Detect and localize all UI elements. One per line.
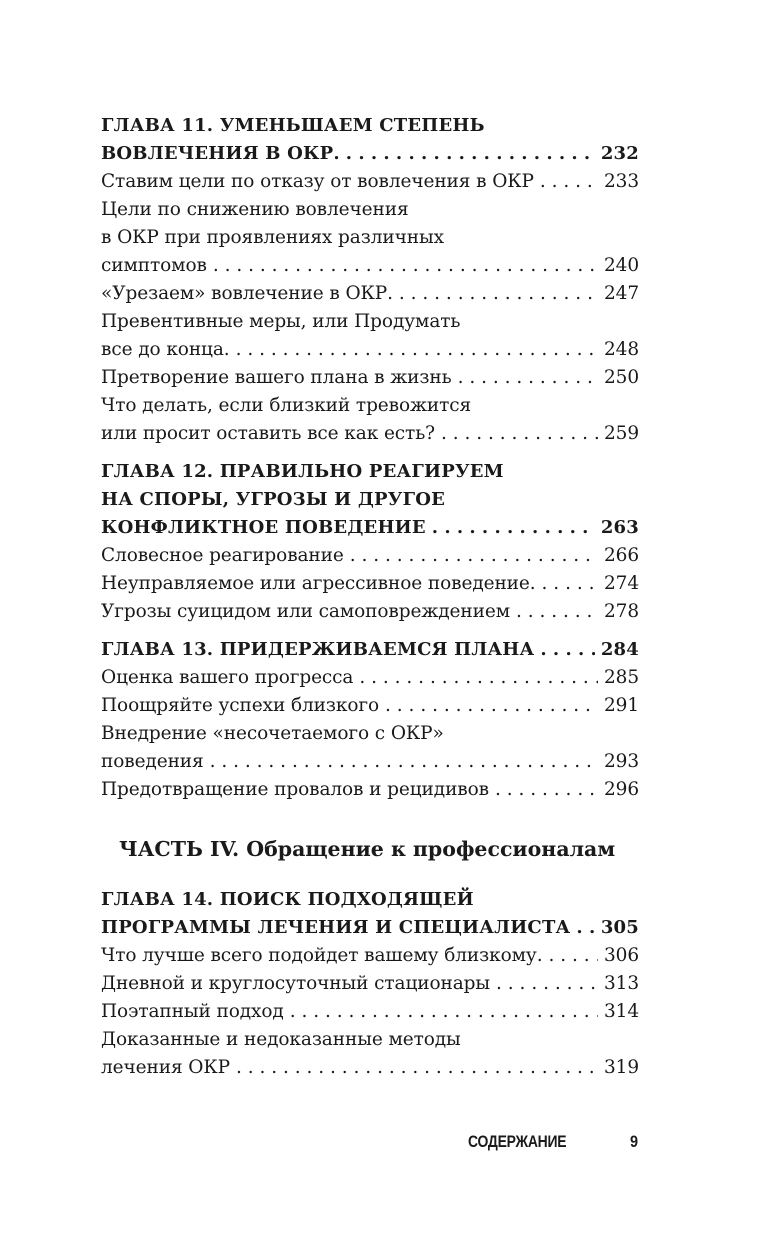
table-of-contents <box>101 112 639 1092</box>
entry-page-number: 247 <box>603 283 639 304</box>
entry-text: Словесное реагирование <box>101 545 344 566</box>
entry-page-number: 240 <box>603 255 639 276</box>
toc-entry-line <box>101 224 639 252</box>
entry-text: Поощряйте успехи близкого <box>101 695 380 716</box>
entry-text: Доказанные и недоказанные методы <box>101 1029 461 1050</box>
entry-page-number: 274 <box>603 573 639 594</box>
dot-leader <box>540 636 594 664</box>
toc-entry-line <box>101 1054 639 1082</box>
toc-entry-line <box>101 692 639 720</box>
toc-entry-line <box>101 570 639 598</box>
entry-text: Внедрение «несочетаемого с ОКР» <box>101 723 444 744</box>
toc-entry-line <box>101 280 639 308</box>
entry-page-number: 314 <box>603 1001 639 1022</box>
entry-text: «Урезаем» вовлечение в ОКР. <box>101 283 393 304</box>
dot-leader <box>458 364 598 392</box>
chapter-heading-text: ВОВЛЕЧЕНИЯ В ОКР. <box>101 143 340 164</box>
entry-text: Дневной и круглосуточный стационары <box>101 973 491 994</box>
dot-leader <box>210 748 598 776</box>
entry-text: или просит оставить все как есть? <box>101 423 435 444</box>
toc-entry-line <box>101 542 639 570</box>
chapter-heading-line <box>101 486 639 514</box>
dot-leader <box>542 570 598 598</box>
entry-text: Оценка вашего прогресса <box>101 667 354 688</box>
toc-entry-line <box>101 168 639 196</box>
chapter <box>101 636 639 804</box>
entry-text: Ставим цели по отказу от вовлечения в ОКР <box>101 171 534 192</box>
entry-page-number: 296 <box>603 779 639 800</box>
dot-leader <box>432 514 595 542</box>
chapter <box>101 886 639 1082</box>
entry-page-number: 233 <box>603 171 639 192</box>
chapter-heading-text: ПРОГРАММЫ ЛЕЧЕНИЯ И СПЕЦИАЛИСТА <box>101 917 571 938</box>
chapter-heading-text: ГЛАВА 13. ПРИДЕРЖИВАЕМСЯ ПЛАНА <box>101 639 535 660</box>
entry-page-number: 266 <box>603 545 639 566</box>
entry-page-number: 291 <box>603 695 639 716</box>
chapter-heading-text: КОНФЛИКТНОЕ ПОВЕДЕНИЕ <box>101 517 426 538</box>
chapter-page-number: 232 <box>600 143 639 164</box>
entry-text: Цели по снижению вовлечения <box>101 199 409 220</box>
entry-text: Поэтапный подход <box>101 1001 284 1022</box>
toc-entry-line <box>101 720 639 748</box>
entry-page-number: 285 <box>603 667 639 688</box>
toc-entry-line <box>101 748 639 776</box>
dot-leader <box>399 280 598 308</box>
dot-leader <box>213 252 598 280</box>
chapter-page-number: 263 <box>600 517 639 538</box>
chapter-heading-text: ГЛАВА 14. ПОИСК ПОДХОДЯЩЕЙ <box>101 889 474 910</box>
entry-text: лечения ОКР <box>101 1057 230 1078</box>
entry-page-number: 278 <box>603 601 639 622</box>
entry-page-number: 293 <box>603 751 639 772</box>
dot-leader <box>290 998 598 1026</box>
chapters-block-1 <box>101 112 639 804</box>
toc-entry-line <box>101 776 639 804</box>
dot-leader <box>496 970 598 998</box>
chapter-heading-line <box>101 914 639 942</box>
chapter-heading-line <box>101 514 639 542</box>
entry-page-number: 313 <box>603 973 639 994</box>
chapter-heading-line <box>101 140 639 168</box>
page-number: 9 <box>630 1132 639 1151</box>
page-footer <box>0 1130 768 1160</box>
entry-text: в ОКР при проявлениях различных <box>101 227 444 248</box>
entry-page-number: 306 <box>603 945 639 966</box>
entry-text: симптомов <box>101 255 207 276</box>
toc-entry-line <box>101 336 639 364</box>
dot-leader <box>236 1054 598 1082</box>
dot-leader <box>441 420 598 448</box>
entry-page-number: 248 <box>603 339 639 360</box>
dot-leader <box>548 942 598 970</box>
toc-entry-line <box>101 998 639 1026</box>
toc-entry-line <box>101 970 639 998</box>
chapters-block-2 <box>101 886 639 1082</box>
dot-leader <box>385 692 598 720</box>
chapter-page-number: 305 <box>600 917 639 938</box>
chapter <box>101 458 639 626</box>
entry-text: Предотвращение провалов и рецидивов <box>101 779 489 800</box>
toc-entry-line <box>101 392 639 420</box>
entry-text: Претворение вашего плана в жизнь <box>101 367 452 388</box>
toc-entry-line <box>101 1026 639 1054</box>
running-title: СОДЕРЖАНИЕ <box>468 1132 567 1151</box>
chapter-heading-text: ГЛАВА 12. ПРАВИЛЬНО РЕАГИРУЕМ <box>101 461 504 482</box>
dot-leader <box>540 168 598 196</box>
toc-entry-line <box>101 308 639 336</box>
chapter-heading-line <box>101 636 639 664</box>
entry-page-number: 259 <box>603 423 639 444</box>
entry-page-number: 319 <box>603 1057 639 1078</box>
chapter-heading-text: ГЛАВА 11. УМЕНЬШАЕМ СТЕПЕНЬ <box>101 115 485 136</box>
toc-entry-line <box>101 598 639 626</box>
dot-leader <box>576 914 594 942</box>
entry-text: Неуправляемое или агрессивное поведение. <box>101 573 536 594</box>
dot-leader <box>359 664 598 692</box>
toc-entry-line <box>101 942 639 970</box>
chapter-heading-line <box>101 112 639 140</box>
dot-leader <box>516 598 598 626</box>
dot-leader <box>236 336 598 364</box>
chapter-heading-line <box>101 886 639 914</box>
chapter-heading-text: НА СПОРЫ, УГРОЗЫ И ДРУГОЕ <box>101 489 446 510</box>
entry-page-number: 250 <box>603 367 639 388</box>
toc-entry-line <box>101 420 639 448</box>
entry-text: Превентивные меры, или Продумать <box>101 311 461 332</box>
entry-text: Что лучше всего подойдет вашему близкому. <box>101 945 543 966</box>
entry-text: все до конца. <box>101 339 230 360</box>
entry-text: Угрозы суицидом или самоповреждением <box>101 601 510 622</box>
dot-leader <box>495 776 598 804</box>
entry-text: Что делать, если близкий тревожится <box>101 395 472 416</box>
dot-leader <box>350 542 598 570</box>
chapter-heading-line <box>101 458 639 486</box>
toc-entry-line <box>101 364 639 392</box>
chapter-page-number: 284 <box>600 639 639 660</box>
dot-leader <box>346 140 595 168</box>
toc-entry-line <box>101 252 639 280</box>
chapter <box>101 112 639 448</box>
toc-entry-line <box>101 664 639 692</box>
part-title: ЧАСТЬ IV. Обращение к профессионалам <box>119 837 616 861</box>
toc-entry-line <box>101 196 639 224</box>
entry-text: поведения <box>101 751 204 772</box>
